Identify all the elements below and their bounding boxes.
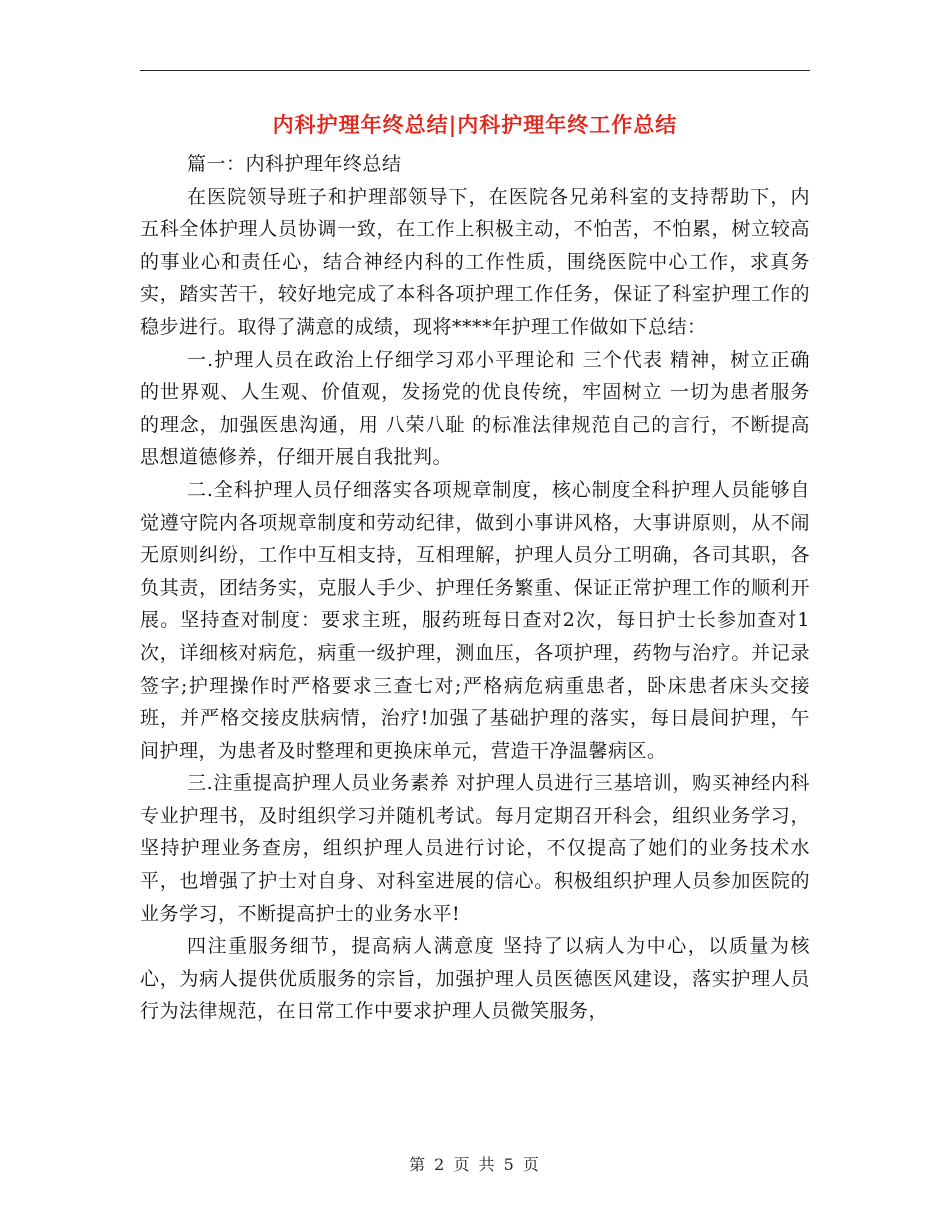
section-heading: 篇一：内科护理年终总结 bbox=[187, 153, 402, 175]
document-body bbox=[140, 148, 810, 1028]
page-footer: 第 2 页 共 5 页 bbox=[409, 1155, 541, 1174]
paragraph-section-3: 三.注重提高护理人员业务素养 对护理人员进行三基培训，购买神经内科专业护理书，及时组织学习并随机考试。每月定期召开科会，组织业务学习，坚持护理业务查房，组织护理人员进行讨论，不仅提高了她们的业务技术水平，也增强了护士对自身、对科室进展的信心。积极组织护理人员参加医院的业务学习，不断提高护士的业务水平! bbox=[140, 772, 810, 925]
header-rule bbox=[140, 70, 810, 71]
paragraph-intro: 在医院领导班子和护理部领导下，在医院各兄弟科室的支持帮助下，内五科全体护理人员协调一致，在工作上积极主动，不怕苦，不怕累，树立较高的事业心和责任心，结合神经内科的工作性质，围绕医院中心工作，求真务实，踏实苦干，较好地完成了本科各项护理工作任务，保证了科室护理工作的稳步进行。取得了满意的成绩，现将****年护理工作做如下总结： bbox=[140, 185, 810, 338]
paragraph-section-4: 四注重服务细节，提高病人满意度 坚持了以病人为中心，以质量为核心，为病人提供优质服务的宗旨，加强护理人员医德医风建设，落实护理人员行为法律规范，在日常工作中要求护理人员微笑服务， bbox=[140, 935, 810, 1023]
paragraph-section-1: 一.护理人员在政治上仔细学习邓小平理论和 三个代表 精神，树立正确的世界观、人生观、价值观，发扬党的优良传统，牢固树立 一切为患者服务 的理念，加强医患沟通，用 八荣八耻 的标准法律规范自己的言行，不断提高思想道德修养，仔细开展自我批判。 bbox=[140, 348, 810, 469]
document-title: 内科护理年终总结|内科护理年终工作总结 bbox=[272, 112, 678, 137]
paragraph-section-2: 二.全科护理人员仔细落实各项规章制度，核心制度全科护理人员能够自觉遵守院内各项规章制度和劳动纪律，做到小事讲风格，大事讲原则，从不闹无原则纠纷，工作中互相支持，互相理解，护理人员分工明确，各司其职，各负其责，团结务实，克服人手少、护理任务繁重、保证正常护理工作的顺利开展。坚持查对制度：要求主班，服药班每日查对2次，每日护士长参加查对1次，详细核对病危，病重一级护理，测血压，各项护理，药物与治疗。并记录签字;护理操作时严格要求三查七对;严格病危病重患者，卧床患者床头交接班，并严格交接皮肤病情，治疗!加强了基础护理的落实，每日晨间护理，午间护理，为患者及时整理和更换床单元，营造干净温馨病区。 bbox=[140, 478, 810, 762]
